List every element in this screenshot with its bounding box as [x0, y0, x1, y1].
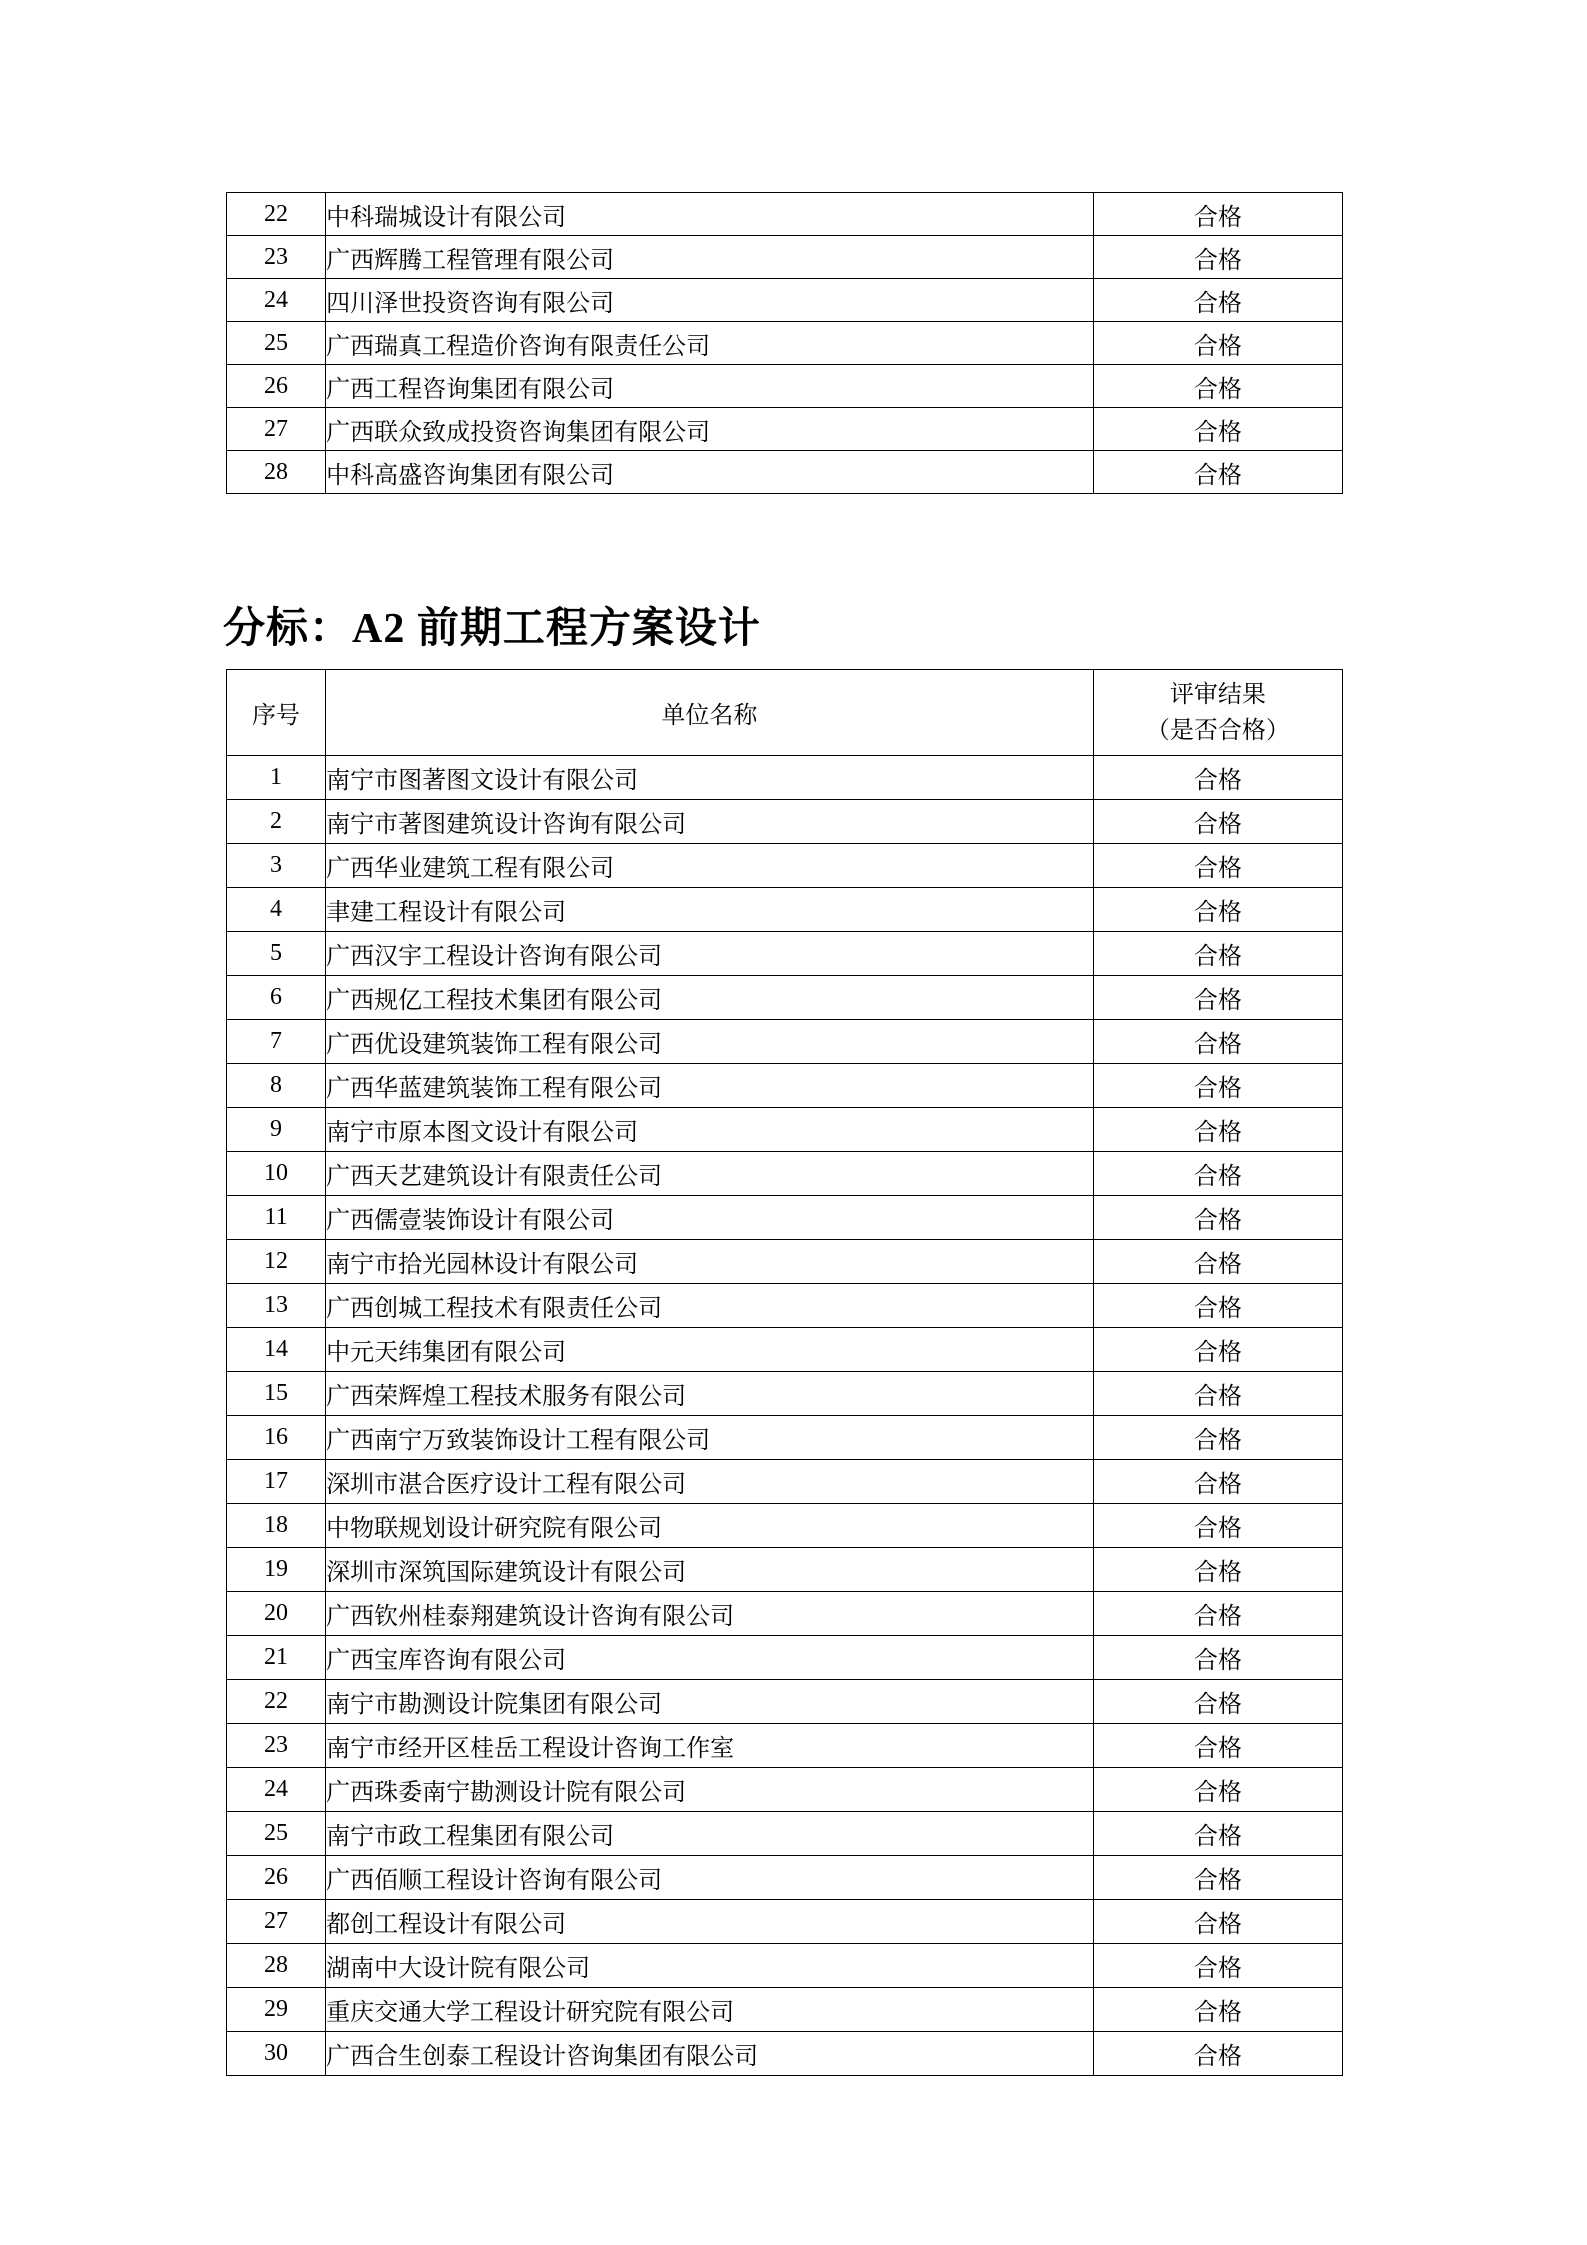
table-row	[227, 322, 1343, 365]
review-result: 合格	[1093, 408, 1342, 451]
row-index: 24	[227, 279, 326, 322]
table-row	[227, 1548, 1343, 1592]
review-result: 合格	[1093, 451, 1342, 494]
table-row	[227, 279, 1343, 322]
table-row	[227, 236, 1343, 279]
company-name: 南宁市原本图文设计有限公司	[326, 1108, 1094, 1152]
row-index: 19	[227, 1548, 326, 1592]
company-name: 深圳市深筑国际建筑设计有限公司	[326, 1548, 1094, 1592]
table-row	[227, 1636, 1343, 1680]
row-index: 5	[227, 932, 326, 976]
table-row	[227, 844, 1343, 888]
company-name: 重庆交通大学工程设计研究院有限公司	[326, 1988, 1094, 2032]
table-row	[227, 932, 1343, 976]
company-name: 湖南中大设计院有限公司	[326, 1944, 1094, 1988]
review-result: 合格	[1093, 756, 1342, 800]
company-name: 广西佰顺工程设计咨询有限公司	[326, 1856, 1094, 1900]
table-row	[227, 193, 1343, 236]
company-name: 广西辉腾工程管理有限公司	[326, 236, 1094, 279]
company-name: 南宁市图著图文设计有限公司	[326, 756, 1094, 800]
review-result: 合格	[1093, 1504, 1342, 1548]
company-name: 聿建工程设计有限公司	[326, 888, 1094, 932]
table-row	[227, 1196, 1343, 1240]
row-index: 22	[227, 1680, 326, 1724]
review-result: 合格	[1093, 1812, 1342, 1856]
company-name: 南宁市著图建筑设计咨询有限公司	[326, 800, 1094, 844]
row-index: 11	[227, 1196, 326, 1240]
row-index: 2	[227, 800, 326, 844]
company-name: 广西南宁万致装饰设计工程有限公司	[326, 1416, 1094, 1460]
table-row	[227, 1152, 1343, 1196]
review-result: 合格	[1093, 365, 1342, 408]
review-result: 合格	[1093, 1900, 1342, 1944]
review-result: 合格	[1093, 279, 1342, 322]
table-row	[227, 1328, 1343, 1372]
table-row	[227, 1020, 1343, 1064]
row-index: 22	[227, 193, 326, 236]
row-index: 26	[227, 1856, 326, 1900]
review-result: 合格	[1093, 888, 1342, 932]
review-result: 合格	[1093, 1768, 1342, 1812]
table-row	[227, 1064, 1343, 1108]
row-index: 6	[227, 976, 326, 1020]
row-index: 1	[227, 756, 326, 800]
row-index: 8	[227, 1064, 326, 1108]
section-title: 分标：A2 前期工程方案设计	[223, 606, 761, 652]
table-row	[227, 2032, 1343, 2076]
company-name: 南宁市勘测设计院集团有限公司	[326, 1680, 1094, 1724]
review-result: 合格	[1093, 1460, 1342, 1504]
row-index: 21	[227, 1636, 326, 1680]
table-row	[227, 1240, 1343, 1284]
table-row	[227, 1680, 1343, 1724]
table-row	[227, 1592, 1343, 1636]
row-index: 29	[227, 1988, 326, 2032]
row-index: 18	[227, 1504, 326, 1548]
company-name: 广西天艺建筑设计有限责任公司	[326, 1152, 1094, 1196]
row-index: 13	[227, 1284, 326, 1328]
company-name: 广西创城工程技术有限责任公司	[326, 1284, 1094, 1328]
header-index: 序号	[227, 670, 326, 756]
qualification-table-a1	[226, 192, 1343, 494]
row-index: 23	[227, 1724, 326, 1768]
review-result: 合格	[1093, 1152, 1342, 1196]
review-result: 合格	[1093, 932, 1342, 976]
header-result-line1: 评审结果	[1169, 681, 1266, 708]
review-result: 合格	[1093, 1636, 1342, 1680]
header-result-line2: （是否合格）	[1145, 717, 1290, 744]
company-name: 四川泽世投资咨询有限公司	[326, 279, 1094, 322]
header-review-result	[1093, 670, 1342, 756]
header-company-name: 单位名称	[326, 670, 1094, 756]
row-index: 7	[227, 1020, 326, 1064]
table-row	[227, 756, 1343, 800]
review-result: 合格	[1093, 1944, 1342, 1988]
table-row	[227, 888, 1343, 932]
company-name: 广西宝库咨询有限公司	[326, 1636, 1094, 1680]
company-name: 中元天纬集团有限公司	[326, 1328, 1094, 1372]
row-index: 17	[227, 1460, 326, 1504]
row-index: 10	[227, 1152, 326, 1196]
company-name: 广西华业建筑工程有限公司	[326, 844, 1094, 888]
table-row	[227, 1504, 1343, 1548]
row-index: 16	[227, 1416, 326, 1460]
table-row	[227, 1856, 1343, 1900]
row-index: 12	[227, 1240, 326, 1284]
table-row	[227, 365, 1343, 408]
table-row	[227, 1988, 1343, 2032]
row-index: 26	[227, 365, 326, 408]
company-name: 广西儒壹装饰设计有限公司	[326, 1196, 1094, 1240]
table-row	[227, 976, 1343, 1020]
row-index: 25	[227, 1812, 326, 1856]
row-index: 28	[227, 1944, 326, 1988]
review-result: 合格	[1093, 800, 1342, 844]
company-name: 中科高盛咨询集团有限公司	[326, 451, 1094, 494]
review-result: 合格	[1093, 1372, 1342, 1416]
review-result: 合格	[1093, 1680, 1342, 1724]
table-header-row	[227, 670, 1343, 756]
qualification-table-a2	[226, 669, 1343, 2076]
review-result: 合格	[1093, 1240, 1342, 1284]
review-result: 合格	[1093, 1416, 1342, 1460]
company-name: 广西联众致成投资咨询集团有限公司	[326, 408, 1094, 451]
row-index: 27	[227, 1900, 326, 1944]
review-result: 合格	[1093, 2032, 1342, 2076]
review-result: 合格	[1093, 1592, 1342, 1636]
company-name: 南宁市拾光园林设计有限公司	[326, 1240, 1094, 1284]
company-name: 都创工程设计有限公司	[326, 1900, 1094, 1944]
row-index: 3	[227, 844, 326, 888]
table-row	[227, 1812, 1343, 1856]
company-name: 广西优设建筑装饰工程有限公司	[326, 1020, 1094, 1064]
company-name: 广西钦州桂泰翔建筑设计咨询有限公司	[326, 1592, 1094, 1636]
table-row	[227, 1768, 1343, 1812]
review-result: 合格	[1093, 1064, 1342, 1108]
table-row	[227, 1416, 1343, 1460]
review-result: 合格	[1093, 1988, 1342, 2032]
review-result: 合格	[1093, 322, 1342, 365]
row-index: 23	[227, 236, 326, 279]
table-row	[227, 1108, 1343, 1152]
row-index: 30	[227, 2032, 326, 2076]
company-name: 广西珠委南宁勘测设计院有限公司	[326, 1768, 1094, 1812]
table-row	[227, 1284, 1343, 1328]
row-index: 24	[227, 1768, 326, 1812]
company-name: 中科瑞城设计有限公司	[326, 193, 1094, 236]
company-name: 广西汉宇工程设计咨询有限公司	[326, 932, 1094, 976]
row-index: 4	[227, 888, 326, 932]
row-index: 28	[227, 451, 326, 494]
table-row	[227, 1460, 1343, 1504]
table-row	[227, 1944, 1343, 1988]
company-name: 南宁市政工程集团有限公司	[326, 1812, 1094, 1856]
table-row	[227, 1900, 1343, 1944]
company-name: 广西瑞真工程造价咨询有限责任公司	[326, 322, 1094, 365]
review-result: 合格	[1093, 976, 1342, 1020]
review-result: 合格	[1093, 1328, 1342, 1372]
table-row	[227, 451, 1343, 494]
company-name: 广西工程咨询集团有限公司	[326, 365, 1094, 408]
review-result: 合格	[1093, 193, 1342, 236]
company-name: 广西合生创泰工程设计咨询集团有限公司	[326, 2032, 1094, 2076]
review-result: 合格	[1093, 844, 1342, 888]
company-name: 广西规亿工程技术集团有限公司	[326, 976, 1094, 1020]
table-row	[227, 408, 1343, 451]
row-index: 15	[227, 1372, 326, 1416]
company-name: 广西华蓝建筑装饰工程有限公司	[326, 1064, 1094, 1108]
row-index: 20	[227, 1592, 326, 1636]
row-index: 25	[227, 322, 326, 365]
company-name: 中物联规划设计研究院有限公司	[326, 1504, 1094, 1548]
row-index: 27	[227, 408, 326, 451]
review-result: 合格	[1093, 1196, 1342, 1240]
review-result: 合格	[1093, 1548, 1342, 1592]
review-result: 合格	[1093, 1724, 1342, 1768]
row-index: 9	[227, 1108, 326, 1152]
company-name: 深圳市湛合医疗设计工程有限公司	[326, 1460, 1094, 1504]
review-result: 合格	[1093, 1108, 1342, 1152]
table-row	[227, 1372, 1343, 1416]
review-result: 合格	[1093, 1020, 1342, 1064]
row-index: 14	[227, 1328, 326, 1372]
review-result: 合格	[1093, 1284, 1342, 1328]
review-result: 合格	[1093, 236, 1342, 279]
table-row	[227, 1724, 1343, 1768]
company-name: 南宁市经开区桂岳工程设计咨询工作室	[326, 1724, 1094, 1768]
company-name: 广西荣辉煌工程技术服务有限公司	[326, 1372, 1094, 1416]
review-result: 合格	[1093, 1856, 1342, 1900]
table-row	[227, 800, 1343, 844]
